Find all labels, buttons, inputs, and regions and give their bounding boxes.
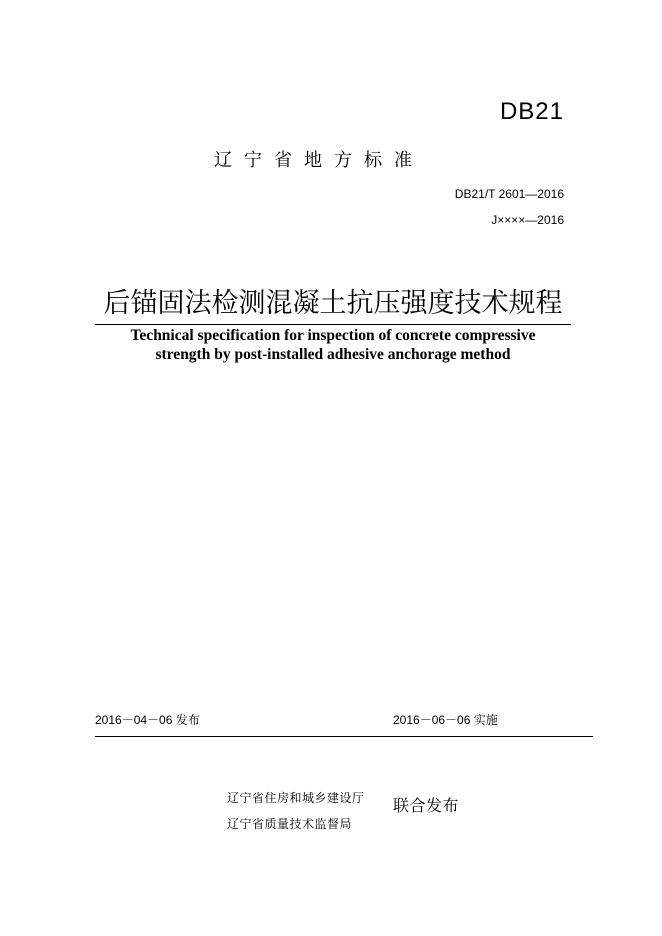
bottom-divider <box>95 736 593 737</box>
db-code: DB21 <box>499 98 564 125</box>
english-title-line-2: strength by post-installed adhesive anchorage method <box>155 346 511 363</box>
issuer-housing-dept: 辽宁省住房和城乡建设厅 <box>227 791 365 805</box>
standard-number: DB21/T 2601—2016 <box>454 187 564 201</box>
chinese-title: 后锚固法检测混凝土抗压强度技术规程 <box>103 288 563 319</box>
english-title <box>80 326 586 364</box>
record-number: J××××—2016 <box>491 213 564 227</box>
issuer-quality-bureau: 辽宁省质量技术监督局 <box>227 817 353 831</box>
english-title-line-1: Technical specification for inspection of concrete compressive <box>130 327 536 344</box>
joint-issue-label: 联合发布 <box>393 798 460 815</box>
standard-type: 辽宁省地方标准 <box>214 150 424 170</box>
issue-date: 2016－04－06 发布 <box>95 713 200 727</box>
title-divider <box>95 324 571 325</box>
implementation-date: 2016－06－06 实施 <box>393 713 498 727</box>
